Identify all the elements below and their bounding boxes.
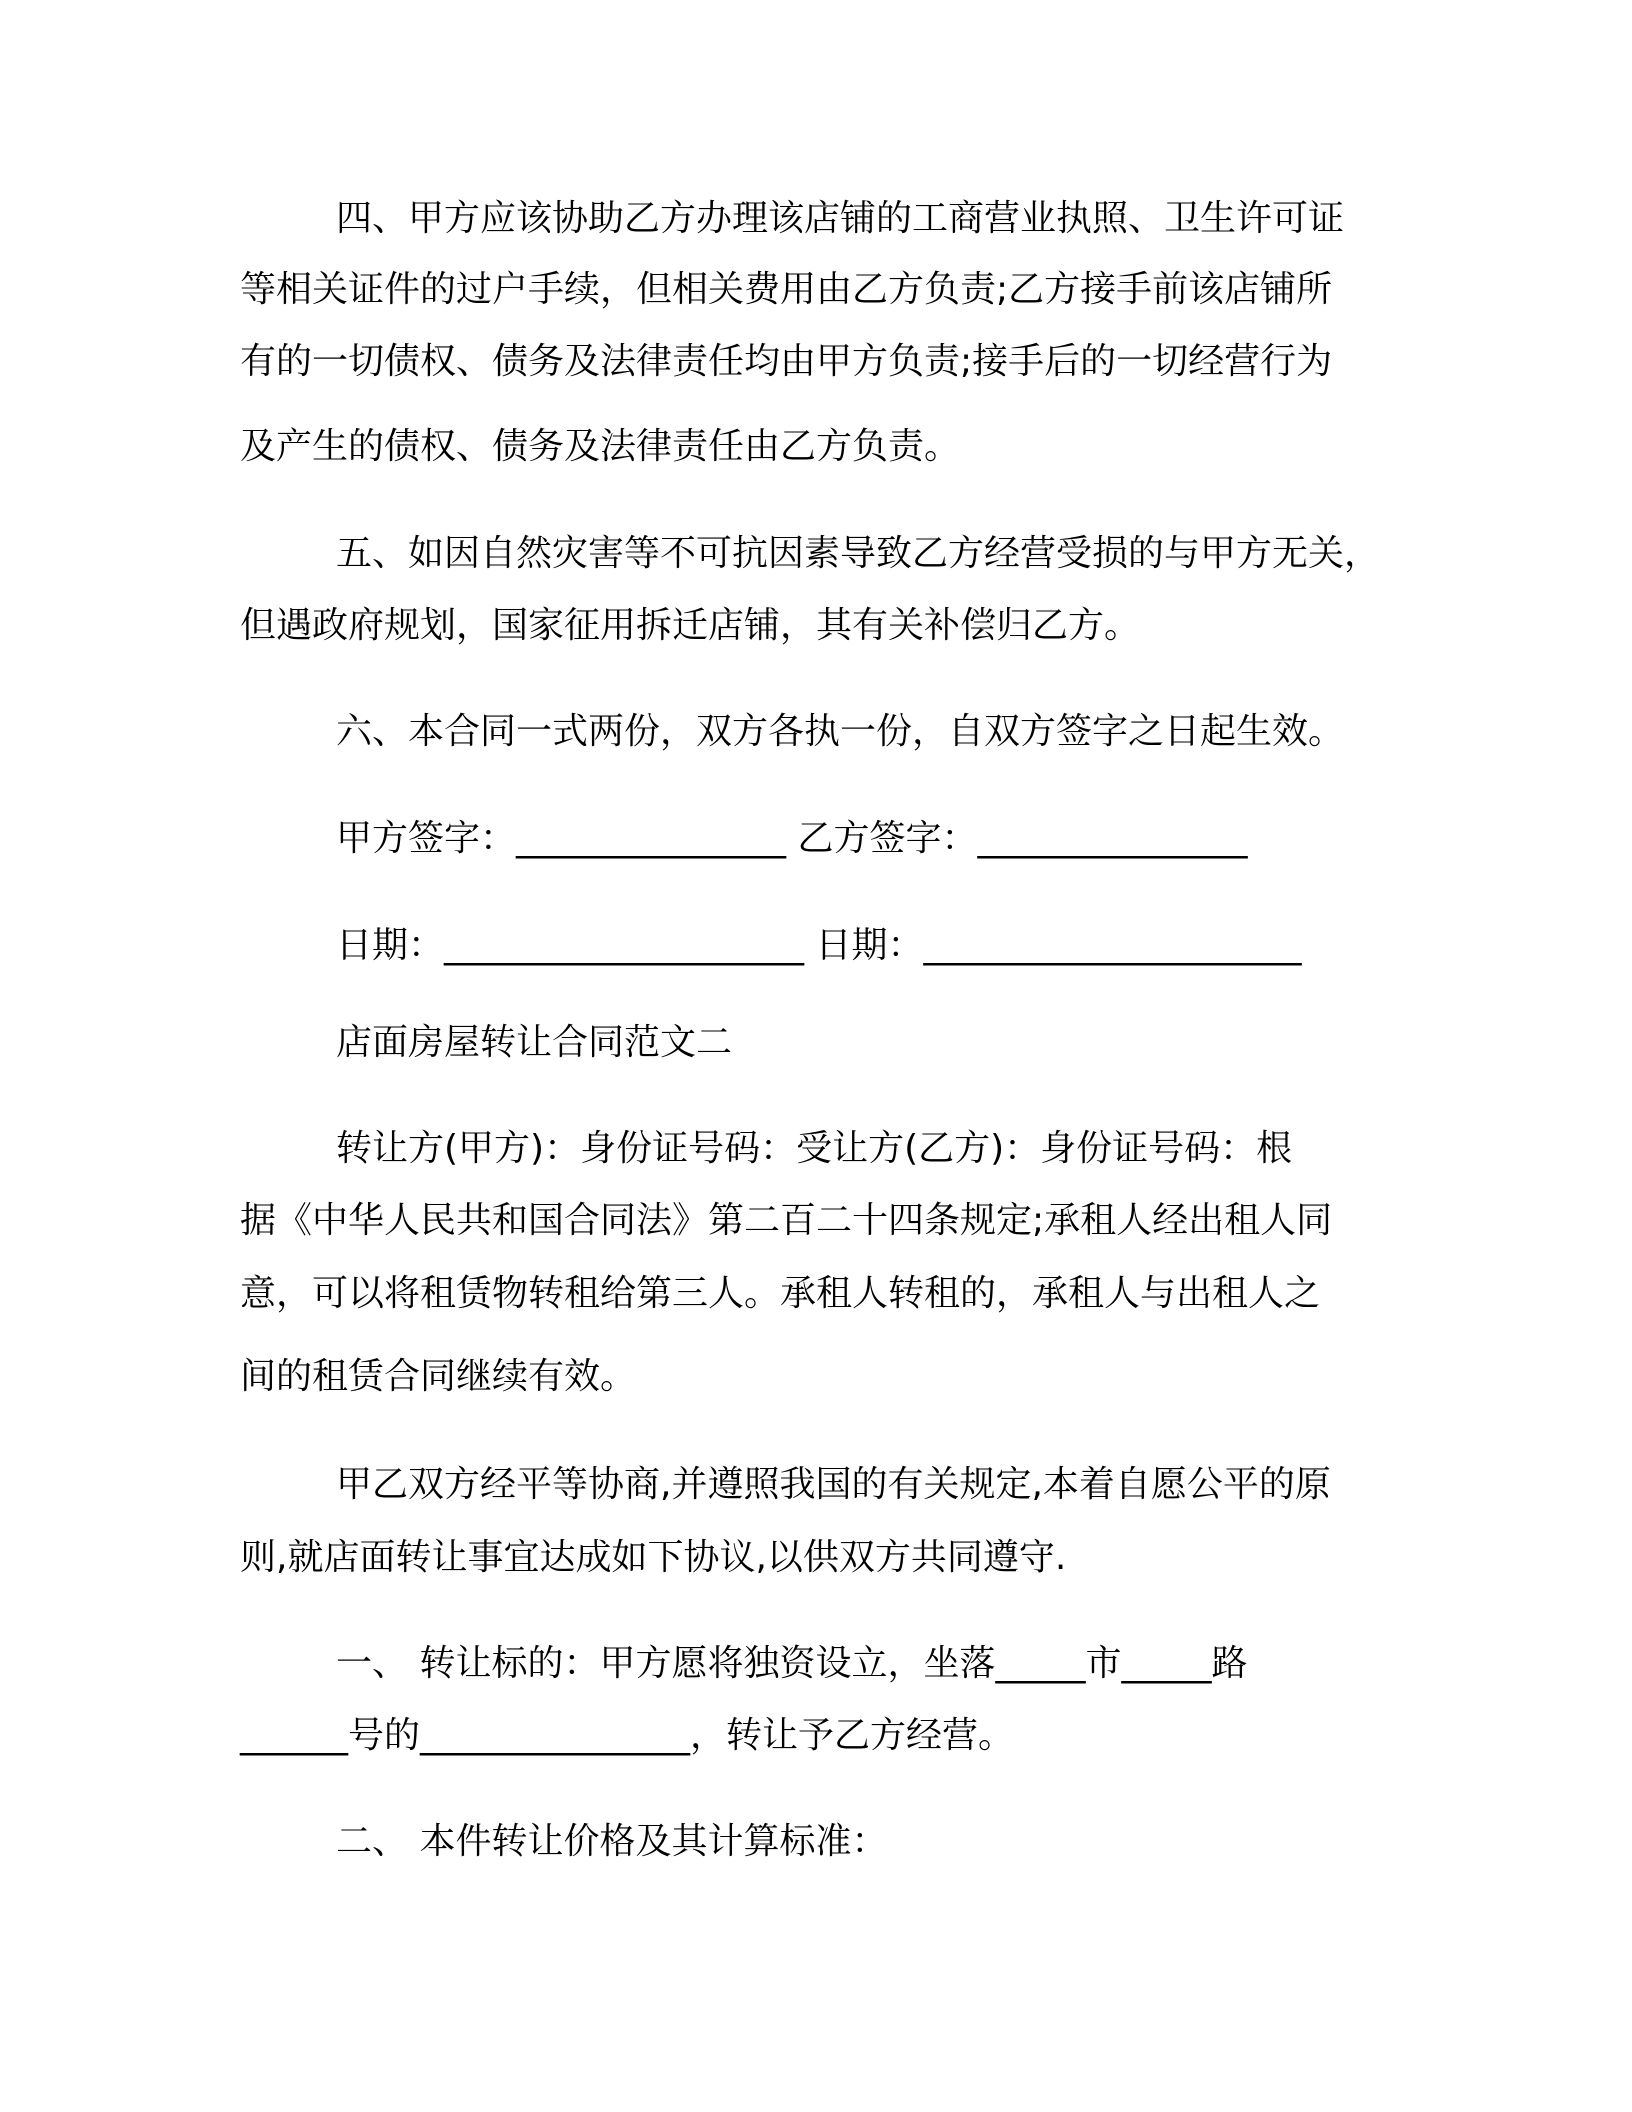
section-title: 店面房屋转让合同范文二	[336, 1022, 733, 1063]
item-1-line-2: ______号的_______________，转让予乙方经营。	[240, 1715, 1015, 1756]
clause-4-line-1: 四、甲方应该协助乙方办理该店铺的工商营业执照、卫生许可证	[336, 198, 1345, 239]
clause-6-line-1: 六、本合同一式两份，双方各执一份，自双方签字之日起生效。	[336, 711, 1345, 752]
item-2-line-1: 二、 本件转让价格及其计算标准：	[336, 1821, 888, 1862]
intro-line-2: 据《中华人民共和国合同法》第二百二十四条规定;承租人经出租人同	[240, 1200, 1333, 1241]
clause-4-line-4: 及产生的债权、债务及法律责任由乙方负责。	[240, 426, 961, 467]
signature-line: 甲方签字：_______________ 乙方签字：_______________	[336, 818, 1248, 859]
clause-4-line-3: 有的一切债权、债务及法律责任均由甲方负责;接手后的一切经营行为	[240, 341, 1333, 382]
item-1-line-1: 一、 转让标的：甲方愿将独资设立，坐落_____市_____路	[336, 1643, 1248, 1684]
clause-5-line-2: 但遇政府规划，国家征用拆迁店铺，其有关补偿归乙方。	[240, 605, 1141, 646]
agreement-line-2: 则,就店面转让事宜达成如下协议,以供双方共同遵守.	[240, 1537, 1067, 1578]
date-line: 日期：____________________ 日期：_____________________	[336, 925, 1302, 966]
clause-5-line-1: 五、如因自然灾害等不可抗因素导致乙方经营受损的与甲方无关，	[336, 533, 1381, 574]
clause-4-line-2: 等相关证件的过户手续，但相关费用由乙方负责;乙方接手前该店铺所	[240, 269, 1333, 310]
intro-line-3: 意，可以将租赁物转租给第三人。承租人转租的，承租人与出租人之	[240, 1273, 1321, 1314]
intro-line-1: 转让方(甲方)：身份证号码：受让方(乙方)：身份证号码：根	[336, 1128, 1293, 1169]
agreement-line-1: 甲乙双方经平等协商,并遵照我国的有关规定,本着自愿公平的原	[336, 1464, 1331, 1505]
intro-line-4: 间的租赁合同继续有效。	[240, 1356, 637, 1397]
